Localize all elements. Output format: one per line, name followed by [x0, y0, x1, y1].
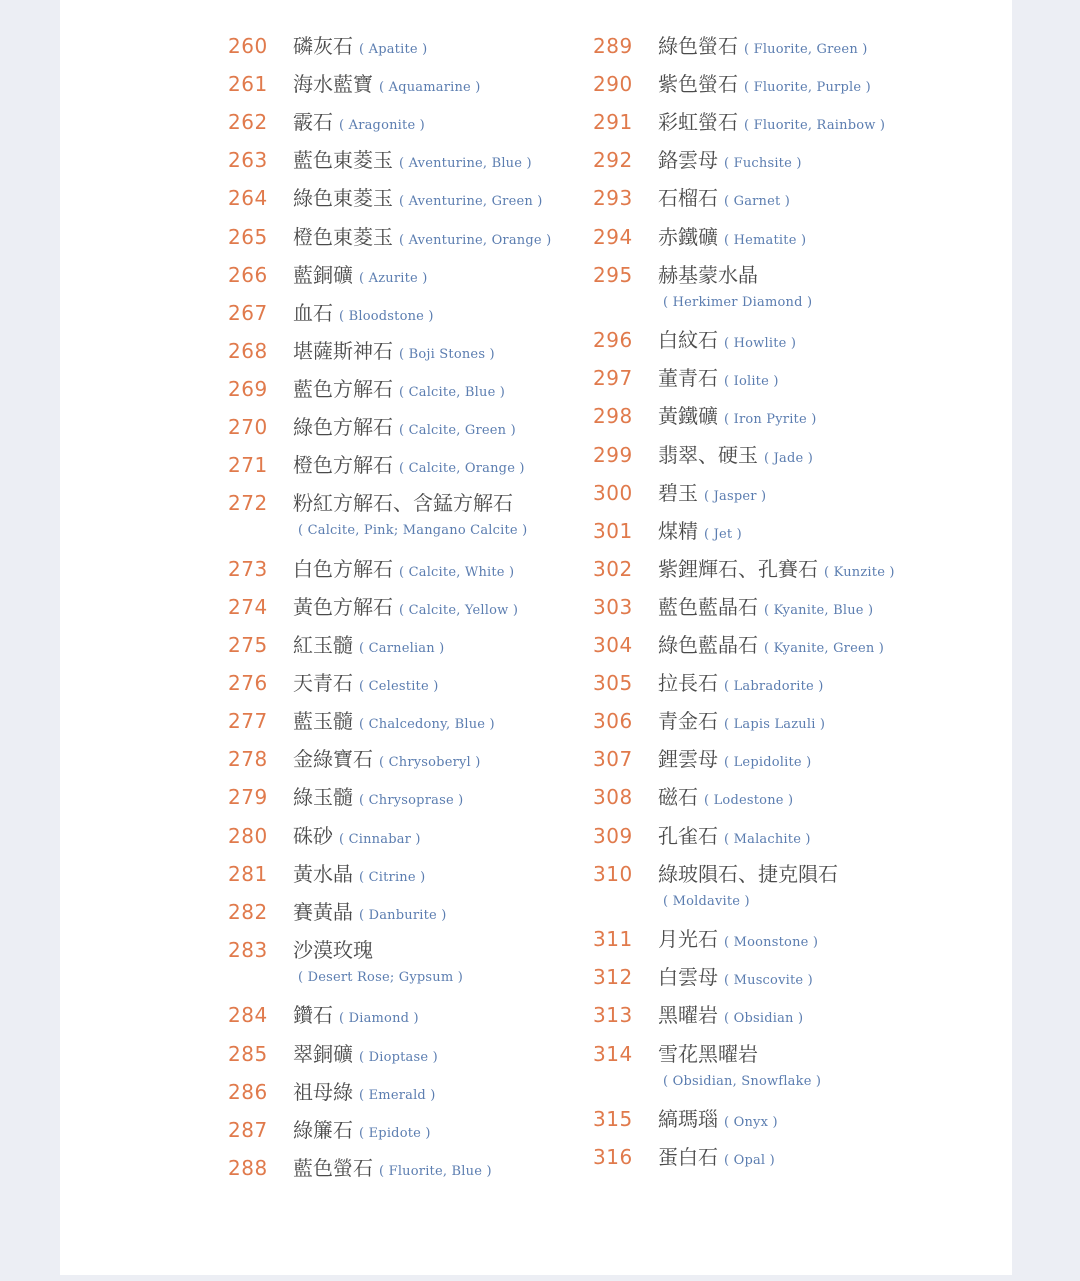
entry-chinese-name — [293, 146, 532, 178]
entry-english-name: ( Howlite ) — [724, 336, 797, 352]
entry-chinese-name — [293, 299, 434, 331]
entry-chinese-text: 紅玉髓 — [293, 633, 353, 657]
list-item — [228, 1040, 588, 1078]
entry-chinese-text: 血石 — [293, 300, 333, 325]
entry-english-name: ( Danburite ) — [359, 907, 447, 923]
entry-chinese-text: 綠玉髓 — [293, 785, 353, 810]
entry-chinese-text: 董青石 — [658, 366, 718, 391]
entry-number: 308 — [593, 785, 633, 810]
entry-number: 312 — [593, 965, 633, 990]
list-item — [228, 108, 588, 146]
entry-english-name: ( Moldavite ) — [663, 893, 750, 909]
entry-number: 268 — [228, 338, 268, 363]
entry-chinese-text: 紫鋰輝石、孔賽石 — [658, 556, 818, 581]
list-item — [593, 223, 953, 261]
entry-chinese-text: 粉紅方解石、含錳方解石 — [293, 491, 513, 516]
entry-english-name: ( Moonstone ) — [724, 935, 819, 951]
list-item — [593, 326, 953, 364]
entry-chinese-name — [293, 1154, 492, 1186]
entry-chinese-name — [658, 364, 779, 396]
list-item — [593, 1143, 953, 1181]
entry-english-name: ( Boji Stones ) — [399, 346, 495, 362]
entry-number: 284 — [228, 1003, 268, 1028]
entry-english-name: ( Chrysoberyl ) — [379, 755, 481, 771]
entry-chinese-text: 天青石 — [293, 671, 353, 696]
entry-number: 311 — [593, 927, 633, 952]
entry-chinese-text: 藍色方解石 — [293, 376, 393, 401]
entry-english-name: ( Carnelian ) — [359, 641, 445, 656]
list-item — [593, 146, 953, 184]
entry-chinese-text: 赤鐵礦 — [658, 224, 718, 249]
list-item — [593, 402, 953, 440]
entry-chinese-name — [658, 1040, 758, 1068]
entry-number: 307 — [593, 747, 633, 772]
entry-chinese-text: 堪薩斯神石 — [293, 338, 393, 363]
entry-english-name: ( Cinnabar ) — [339, 831, 421, 847]
entry-chinese-text: 海水藍寶 — [293, 72, 373, 97]
list-item — [593, 184, 953, 222]
entry-number: 279 — [228, 785, 268, 810]
entry-english-name: ( Aquamarine ) — [379, 80, 481, 96]
entry-chinese-name — [293, 413, 516, 445]
entry-english-name: ( Desert Rose; Gypsum ) — [298, 969, 463, 985]
entry-chinese-name — [293, 1116, 431, 1148]
entry-chinese-name — [658, 146, 802, 178]
entry-number: 278 — [228, 747, 268, 772]
entry-chinese-name — [293, 70, 481, 102]
entry-english-name: ( Chalcedony, Blue ) — [359, 717, 495, 733]
list-item — [228, 184, 588, 222]
entry-chinese-name — [658, 745, 811, 777]
entry-chinese-text: 綠簾石 — [293, 1117, 353, 1142]
entry-number: 280 — [228, 823, 268, 848]
entry-number: 292 — [593, 148, 633, 173]
entry-english-name: ( Muscovite ) — [724, 973, 813, 989]
entry-chinese-name — [293, 261, 428, 293]
entry-english-name: ( Bloodstone ) — [339, 308, 434, 324]
entry-english-name: ( Emerald ) — [359, 1087, 436, 1103]
entry-number: 298 — [593, 404, 633, 429]
entry-chinese-name — [658, 631, 884, 663]
list-item — [228, 375, 588, 413]
entry-english-name: ( Kunzite ) — [824, 564, 895, 580]
entry-number: 274 — [228, 594, 268, 619]
entry-number: 267 — [228, 300, 268, 325]
entry-english-name: ( Diamond ) — [339, 1011, 419, 1027]
entry-number: 300 — [593, 480, 633, 505]
list-item — [228, 70, 588, 108]
entry-english-name: ( Malachite ) — [724, 831, 811, 847]
entry-chinese-name — [293, 32, 427, 64]
entry-english-name: ( Fuchsite ) — [724, 156, 802, 172]
entry-chinese-name — [293, 1040, 438, 1072]
entry-number: 291 — [593, 110, 633, 135]
list-item — [593, 963, 953, 1001]
entry-chinese-text: 綠色方解石 — [293, 415, 393, 439]
entry-english-name: ( Fluorite, Green ) — [744, 42, 868, 57]
list-item — [593, 261, 953, 310]
entry-chinese-name — [658, 441, 813, 473]
entry-number: 289 — [593, 34, 633, 58]
entry-english-name: ( Lapis Lazuli ) — [724, 717, 826, 733]
entry-chinese-text: 紫色螢石 — [658, 72, 738, 97]
entry-english-name: ( Kyanite, Blue ) — [764, 602, 874, 618]
entry-number: 283 — [228, 937, 268, 962]
entry-number: 288 — [228, 1155, 268, 1180]
entry-chinese-name — [658, 108, 885, 140]
entry-english-name: ( Calcite, Pink; Mangano Calcite ) — [298, 523, 528, 539]
entry-chinese-text: 青金石 — [658, 709, 718, 734]
list-item — [593, 32, 953, 70]
entry-chinese-text: 黃鐵礦 — [658, 404, 718, 429]
list-item — [228, 669, 588, 707]
list-item — [593, 783, 953, 821]
entry-chinese-text: 縞瑪瑙 — [658, 1107, 718, 1132]
list-item — [593, 108, 953, 146]
entry-number: 264 — [228, 186, 268, 211]
entry-chinese-name — [658, 1143, 775, 1175]
entry-number: 271 — [228, 453, 268, 478]
list-item — [593, 822, 953, 860]
entry-chinese-text: 石榴石 — [658, 186, 718, 211]
entry-chinese-text: 藍玉髓 — [293, 709, 353, 734]
entry-chinese-text: 拉長石 — [658, 671, 718, 696]
entry-chinese-name — [658, 402, 816, 434]
entry-chinese-text: 橙色東菱玉 — [293, 224, 393, 249]
list-item — [228, 593, 588, 631]
entry-chinese-text: 藍色螢石 — [293, 1155, 373, 1180]
list-item — [228, 860, 588, 898]
entry-number: 305 — [593, 671, 633, 696]
entry-chinese-text: 鉻雲母 — [658, 148, 718, 173]
entry-number: 272 — [228, 491, 268, 516]
entry-number: 282 — [228, 899, 268, 924]
list-item — [228, 299, 588, 337]
entry-chinese-text: 沙漠玫瑰 — [293, 937, 373, 962]
list-item — [593, 1040, 953, 1089]
entry-chinese-text: 白雲母 — [658, 965, 718, 990]
entry-english-name: ( Jasper ) — [704, 488, 767, 504]
entry-english-name: ( Calcite, Orange ) — [399, 461, 525, 477]
entry-english-name: ( Herkimer Diamond ) — [663, 294, 813, 310]
list-item — [228, 783, 588, 821]
entry-english-name: ( Hematite ) — [724, 232, 807, 248]
entry-number: 261 — [228, 72, 268, 97]
entry-chinese-name — [293, 936, 373, 964]
entry-english-name: ( Apatite ) — [359, 42, 428, 57]
list-item — [228, 1154, 588, 1192]
entry-number: 263 — [228, 148, 268, 173]
entry-chinese-text: 綠玻隕石、捷克隕石 — [658, 861, 838, 886]
entry-number: 276 — [228, 671, 268, 696]
entry-english-name: ( Labradorite ) — [724, 679, 824, 695]
entry-chinese-text: 綠色藍晶石 — [658, 633, 758, 657]
list-item — [228, 707, 588, 745]
entry-chinese-text: 月光石 — [658, 927, 718, 952]
entry-chinese-text: 綠色東菱玉 — [293, 186, 393, 211]
entry-chinese-name — [293, 1001, 419, 1033]
entry-number: 285 — [228, 1041, 268, 1066]
entry-chinese-name — [658, 963, 813, 995]
list-item — [228, 1078, 588, 1116]
entry-chinese-text: 白色方解石 — [293, 556, 393, 581]
entry-chinese-name — [658, 70, 871, 102]
entry-english-name: ( Aventurine, Orange ) — [399, 232, 552, 248]
entry-number: 275 — [228, 633, 268, 657]
list-item — [593, 441, 953, 479]
entry-chinese-name — [293, 451, 525, 483]
entry-chinese-name — [293, 1078, 436, 1110]
entry-english-name: ( Garnet ) — [724, 194, 791, 210]
entry-chinese-name — [658, 1105, 778, 1137]
entry-english-name: ( Iron Pyrite ) — [724, 412, 817, 428]
entry-english-name: ( Calcite, Blue ) — [399, 384, 506, 400]
list-item — [228, 489, 588, 539]
entry-number: 273 — [228, 556, 268, 581]
entry-english-name: ( Aventurine, Green ) — [399, 194, 543, 210]
list-item — [593, 70, 953, 108]
entry-chinese-text: 鑽石 — [293, 1003, 333, 1028]
entry-english-name: ( Calcite, Green ) — [399, 423, 516, 438]
entry-chinese-text: 雪花黑曜岩 — [658, 1041, 758, 1066]
list-item — [593, 1001, 953, 1039]
entry-chinese-text: 黑曜岩 — [658, 1003, 718, 1028]
entry-number: 266 — [228, 262, 268, 287]
entry-number: 306 — [593, 709, 633, 734]
list-item — [593, 479, 953, 517]
entry-chinese-text: 藍色藍晶石 — [658, 594, 758, 619]
entry-number: 290 — [593, 72, 633, 97]
entry-chinese-name — [293, 184, 543, 216]
list-item — [228, 1001, 588, 1039]
list-item — [228, 146, 588, 184]
list-item — [228, 745, 588, 783]
entry-english-name: ( Calcite, Yellow ) — [399, 602, 519, 618]
entry-chinese-name — [658, 223, 806, 255]
entry-english-name: ( Azurite ) — [359, 270, 428, 286]
entry-chinese-text: 黃色方解石 — [293, 594, 393, 619]
list-item — [228, 898, 588, 936]
entry-chinese-name — [658, 707, 825, 739]
entry-chinese-text: 蛋白石 — [658, 1145, 718, 1170]
entry-chinese-text: 藍色東菱玉 — [293, 148, 393, 173]
entry-number: 304 — [593, 633, 633, 657]
entry-english-name: ( Dioptase ) — [359, 1049, 438, 1065]
entry-chinese-name — [658, 1001, 803, 1033]
entry-english-name: ( Celestite ) — [359, 679, 439, 695]
list-item — [228, 223, 588, 261]
entry-chinese-text: 彩虹螢石 — [658, 110, 738, 135]
entry-english-name: ( Aragonite ) — [339, 118, 425, 134]
entry-chinese-text: 霰石 — [293, 110, 333, 135]
entry-english-name: ( Lodestone ) — [704, 793, 794, 809]
entry-number: 270 — [228, 415, 268, 439]
list-item — [593, 745, 953, 783]
list-item — [593, 860, 953, 909]
entry-chinese-text: 白紋石 — [658, 328, 718, 353]
list-item — [593, 517, 953, 555]
entry-chinese-text: 硃砂 — [293, 823, 333, 848]
entry-number: 265 — [228, 224, 268, 249]
entry-chinese-name — [293, 555, 514, 587]
list-item — [593, 593, 953, 631]
entry-chinese-text: 祖母綠 — [293, 1079, 353, 1104]
list-item — [228, 261, 588, 299]
list-item — [228, 555, 588, 593]
list-item — [593, 364, 953, 402]
entry-chinese-name — [658, 822, 811, 854]
entry-chinese-text: 赫基蒙水晶 — [658, 262, 758, 287]
entry-chinese-text: 黃水晶 — [293, 861, 353, 886]
list-item — [228, 936, 588, 985]
entry-chinese-text: 藍銅礦 — [293, 262, 353, 287]
entry-chinese-name — [658, 925, 818, 957]
entry-number: 262 — [228, 110, 268, 135]
entry-english-name: ( Jade ) — [764, 450, 813, 466]
entry-chinese-name — [658, 517, 742, 549]
entry-english-name: ( Lepidolite ) — [724, 755, 812, 771]
list-item — [228, 822, 588, 860]
entry-english-name: ( Fluorite, Purple ) — [744, 80, 871, 96]
entry-chinese-name — [658, 32, 868, 64]
entry-chinese-name — [293, 108, 425, 140]
entry-chinese-text: 鋰雲母 — [658, 747, 718, 772]
entry-english-name: ( Obsidian ) — [724, 1011, 804, 1027]
entry-chinese-text: 翠銅礦 — [293, 1041, 353, 1066]
list-item — [593, 555, 953, 593]
entry-english-name: ( Epidote ) — [359, 1125, 431, 1141]
entry-chinese-text: 孔雀石 — [658, 823, 718, 848]
entry-chinese-name — [293, 489, 513, 517]
entry-chinese-name — [293, 745, 481, 777]
entry-chinese-name — [293, 898, 447, 930]
entry-number: 303 — [593, 594, 633, 619]
entry-english-name: ( Aventurine, Blue ) — [399, 156, 532, 172]
list-item — [228, 1116, 588, 1154]
entry-chinese-name — [293, 669, 438, 701]
entry-chinese-name — [293, 223, 551, 255]
entry-number: 260 — [228, 34, 268, 58]
entry-number: 316 — [593, 1145, 633, 1170]
entry-number: 296 — [593, 328, 633, 353]
entry-number: 301 — [593, 518, 633, 543]
entry-english-name: ( Calcite, White ) — [399, 564, 515, 580]
entry-number: 281 — [228, 861, 268, 886]
entry-chinese-name — [658, 669, 824, 701]
entry-chinese-text: 金綠寶石 — [293, 747, 373, 772]
entry-english-name: ( Jet ) — [704, 526, 742, 542]
list-item — [593, 925, 953, 963]
entry-chinese-name — [293, 860, 425, 892]
entry-english-name: ( Obsidian, Snowflake ) — [663, 1073, 822, 1089]
entry-chinese-name — [293, 707, 495, 739]
entry-english-name: ( Kyanite, Green ) — [764, 641, 885, 656]
entry-chinese-name — [293, 822, 421, 854]
entry-chinese-name — [658, 860, 838, 888]
entry-number: 313 — [593, 1003, 633, 1028]
entry-chinese-text: 綠色螢石 — [658, 34, 738, 58]
entry-number: 315 — [593, 1107, 633, 1132]
document-page — [60, 0, 1012, 1275]
entry-number: 277 — [228, 709, 268, 734]
entry-chinese-name — [658, 555, 895, 587]
entry-english-name: ( Opal ) — [724, 1153, 775, 1169]
entry-chinese-name — [293, 375, 505, 407]
entry-chinese-text: 煤精 — [658, 518, 698, 543]
list-item — [228, 32, 588, 70]
list-item — [593, 707, 953, 745]
entry-number: 293 — [593, 186, 633, 211]
entry-chinese-text: 翡翠、硬玉 — [658, 442, 758, 467]
entry-english-name: ( Citrine ) — [359, 869, 426, 885]
entry-number: 309 — [593, 823, 633, 848]
entry-english-name: ( Onyx ) — [724, 1115, 778, 1131]
entry-number: 297 — [593, 366, 633, 391]
entry-number: 299 — [593, 442, 633, 467]
entry-chinese-text: 橙色方解石 — [293, 453, 393, 478]
list-item — [593, 631, 953, 669]
list-item — [228, 451, 588, 489]
entry-chinese-name — [293, 593, 518, 625]
entry-chinese-name — [658, 479, 766, 511]
entry-number: 295 — [593, 262, 633, 287]
entry-chinese-name — [658, 326, 796, 358]
entry-number: 310 — [593, 861, 633, 886]
entry-chinese-text: 碧玉 — [658, 480, 698, 505]
entry-chinese-name — [293, 631, 444, 663]
entry-english-name: ( Fluorite, Rainbow ) — [744, 118, 886, 134]
entry-english-name: ( Chrysoprase ) — [359, 793, 464, 809]
list-item — [228, 631, 588, 669]
entry-chinese-name — [658, 261, 758, 289]
entry-chinese-text: 賽黃晶 — [293, 899, 353, 924]
entry-number: 286 — [228, 1079, 268, 1104]
entry-english-name: ( Fluorite, Blue ) — [379, 1163, 492, 1179]
entry-chinese-name — [293, 337, 495, 369]
entry-number: 314 — [593, 1041, 633, 1066]
entry-number: 287 — [228, 1117, 268, 1142]
entry-chinese-name — [293, 783, 463, 815]
entry-chinese-name — [658, 783, 793, 815]
entry-chinese-text: 磷灰石 — [293, 34, 353, 58]
list-item — [593, 1105, 953, 1143]
list-item — [228, 413, 588, 451]
list-item — [228, 337, 588, 375]
entry-number: 302 — [593, 556, 633, 581]
entry-chinese-text: 磁石 — [658, 785, 698, 810]
entry-chinese-name — [658, 593, 873, 625]
entry-english-name: ( Iolite ) — [724, 374, 779, 390]
list-item — [593, 669, 953, 707]
entry-chinese-name — [658, 184, 790, 216]
entry-number: 269 — [228, 376, 268, 401]
entry-number: 294 — [593, 224, 633, 249]
